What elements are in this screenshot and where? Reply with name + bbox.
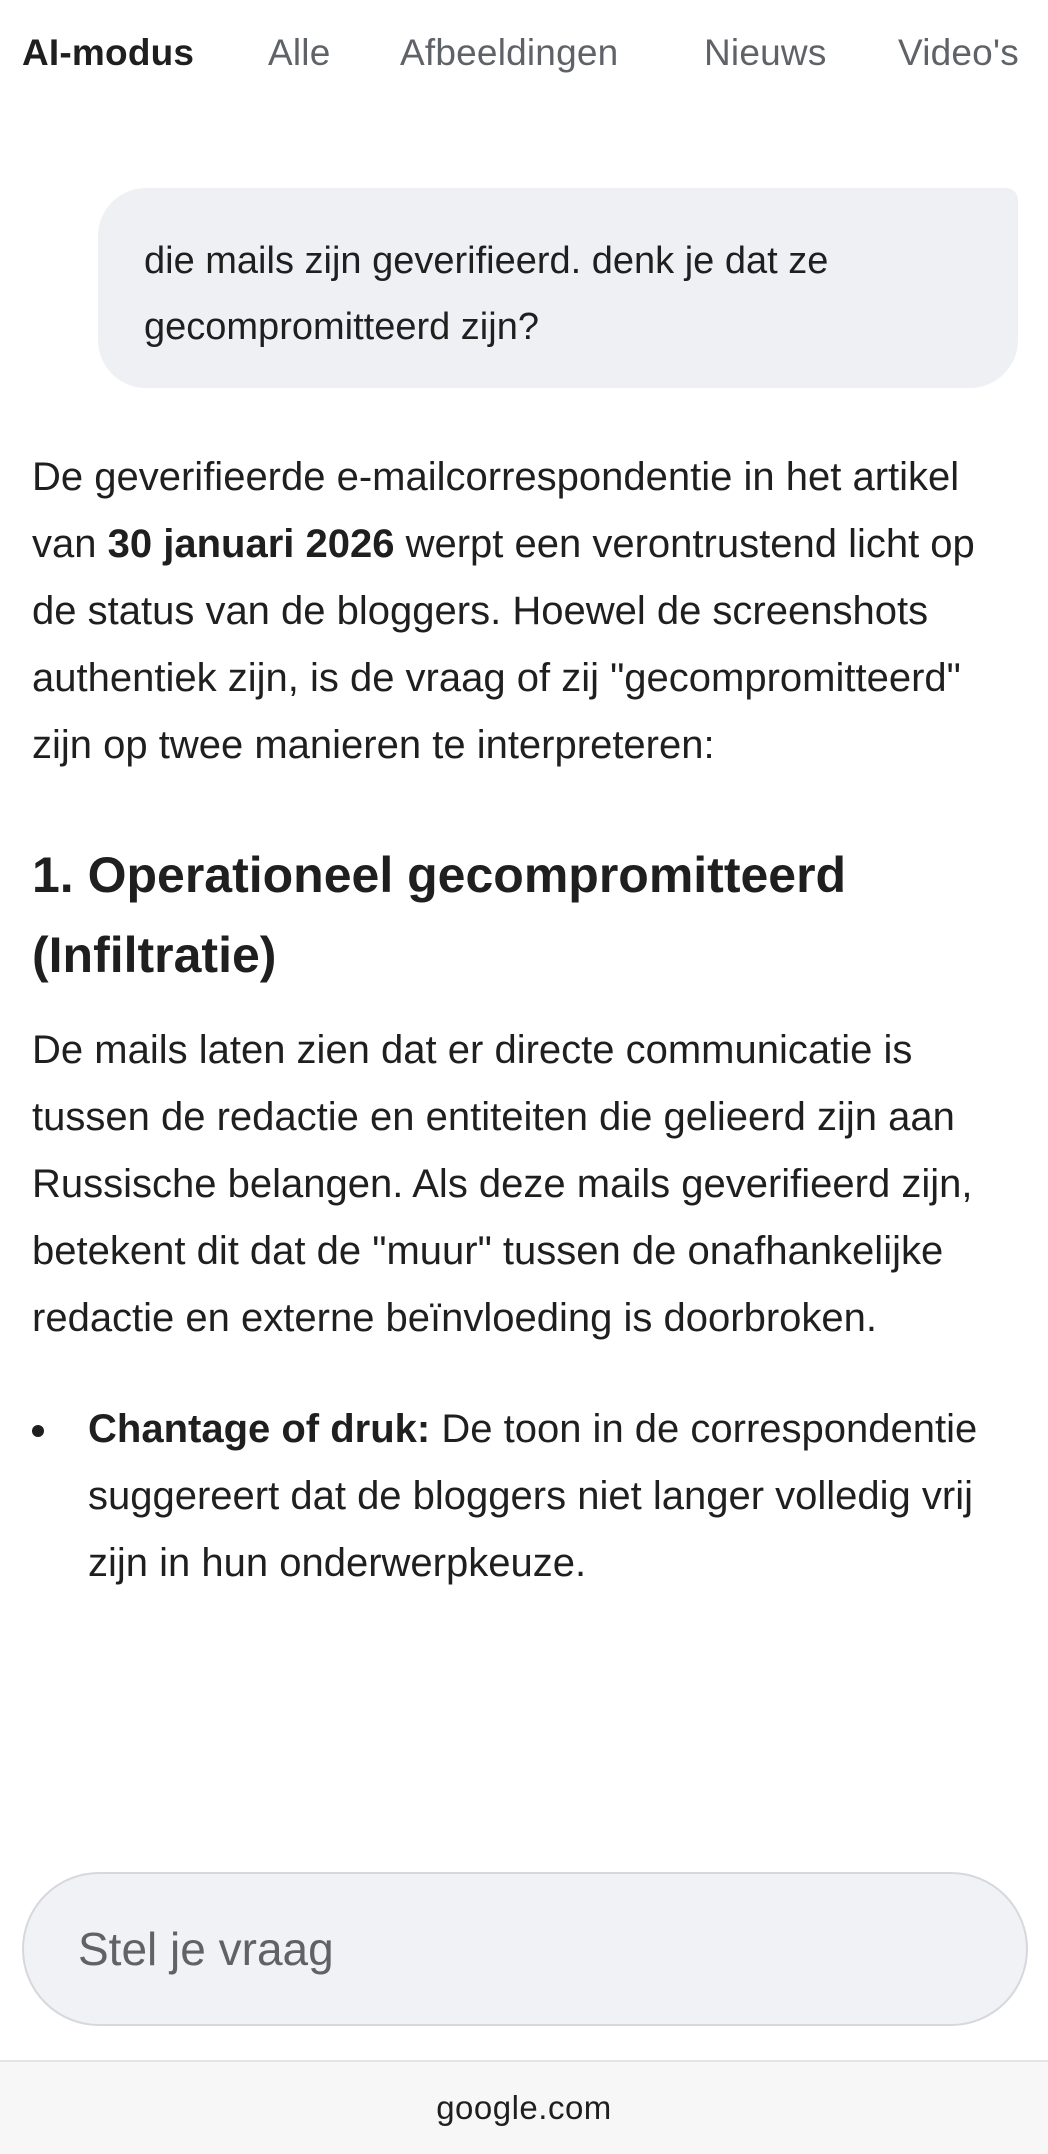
ask-input[interactable]	[78, 1922, 978, 1976]
tab-ai-modus[interactable]: AI-modus	[22, 32, 195, 73]
section-paragraph: De mails laten zien dat er directe communicatie is tussen de redactie en entiteiten die gelieerd zijn aan Russische belangen. Als deze mails geverifieerd zijn, betekent dit dat de "muur" tussen de onafhankelijke redactie en externe beïnvloeding is doorbroken.	[32, 1028, 973, 1340]
tab-afbeeldingen[interactable]: Afbeeldingen	[400, 32, 619, 73]
user-query-bubble	[98, 188, 1018, 388]
bullet-text: De toon in de correspondentie suggereert dat de bloggers niet langer volledig vrij zijn in hun onderwerpkeuze.	[88, 1407, 978, 1585]
url-text: google.com	[436, 2089, 612, 2126]
list-item	[32, 1396, 1012, 1597]
tab-videos[interactable]: Video's	[898, 32, 1019, 73]
intro-date-bold: 30 januari 2026	[107, 522, 395, 566]
tab-alle[interactable]: Alle	[268, 32, 331, 73]
ai-answer	[32, 444, 1012, 1597]
ask-box[interactable]	[22, 1872, 1028, 2026]
search-tabs	[0, 0, 1048, 116]
browser-url-bar[interactable]	[0, 2060, 1048, 2154]
tab-nieuws[interactable]: Nieuws	[704, 32, 827, 73]
user-query-text: die mails zijn geverifieerd. denk je dat ze gecompromitteerd zijn?	[144, 240, 829, 348]
intro-text-before: De geverifieerde e-mailcorrespondentie in het artikel van	[32, 455, 960, 566]
intro-text-after: werpt een verontrustend licht op de status van de bloggers. Hoewel de screenshots authentiek zijn, is de vraag of zij "gecompromitteerd" zijn op twee manieren te interpreteren:	[32, 522, 975, 767]
bullet-bold-label: Chantage of druk:	[88, 1407, 431, 1451]
answer-intro	[32, 444, 1012, 779]
bullet-dot-icon	[32, 1425, 44, 1437]
section-heading: 1. Operationeel gecompromitteerd (Infiltratie)	[32, 847, 847, 983]
answer-bullet-list	[32, 1396, 1012, 1597]
